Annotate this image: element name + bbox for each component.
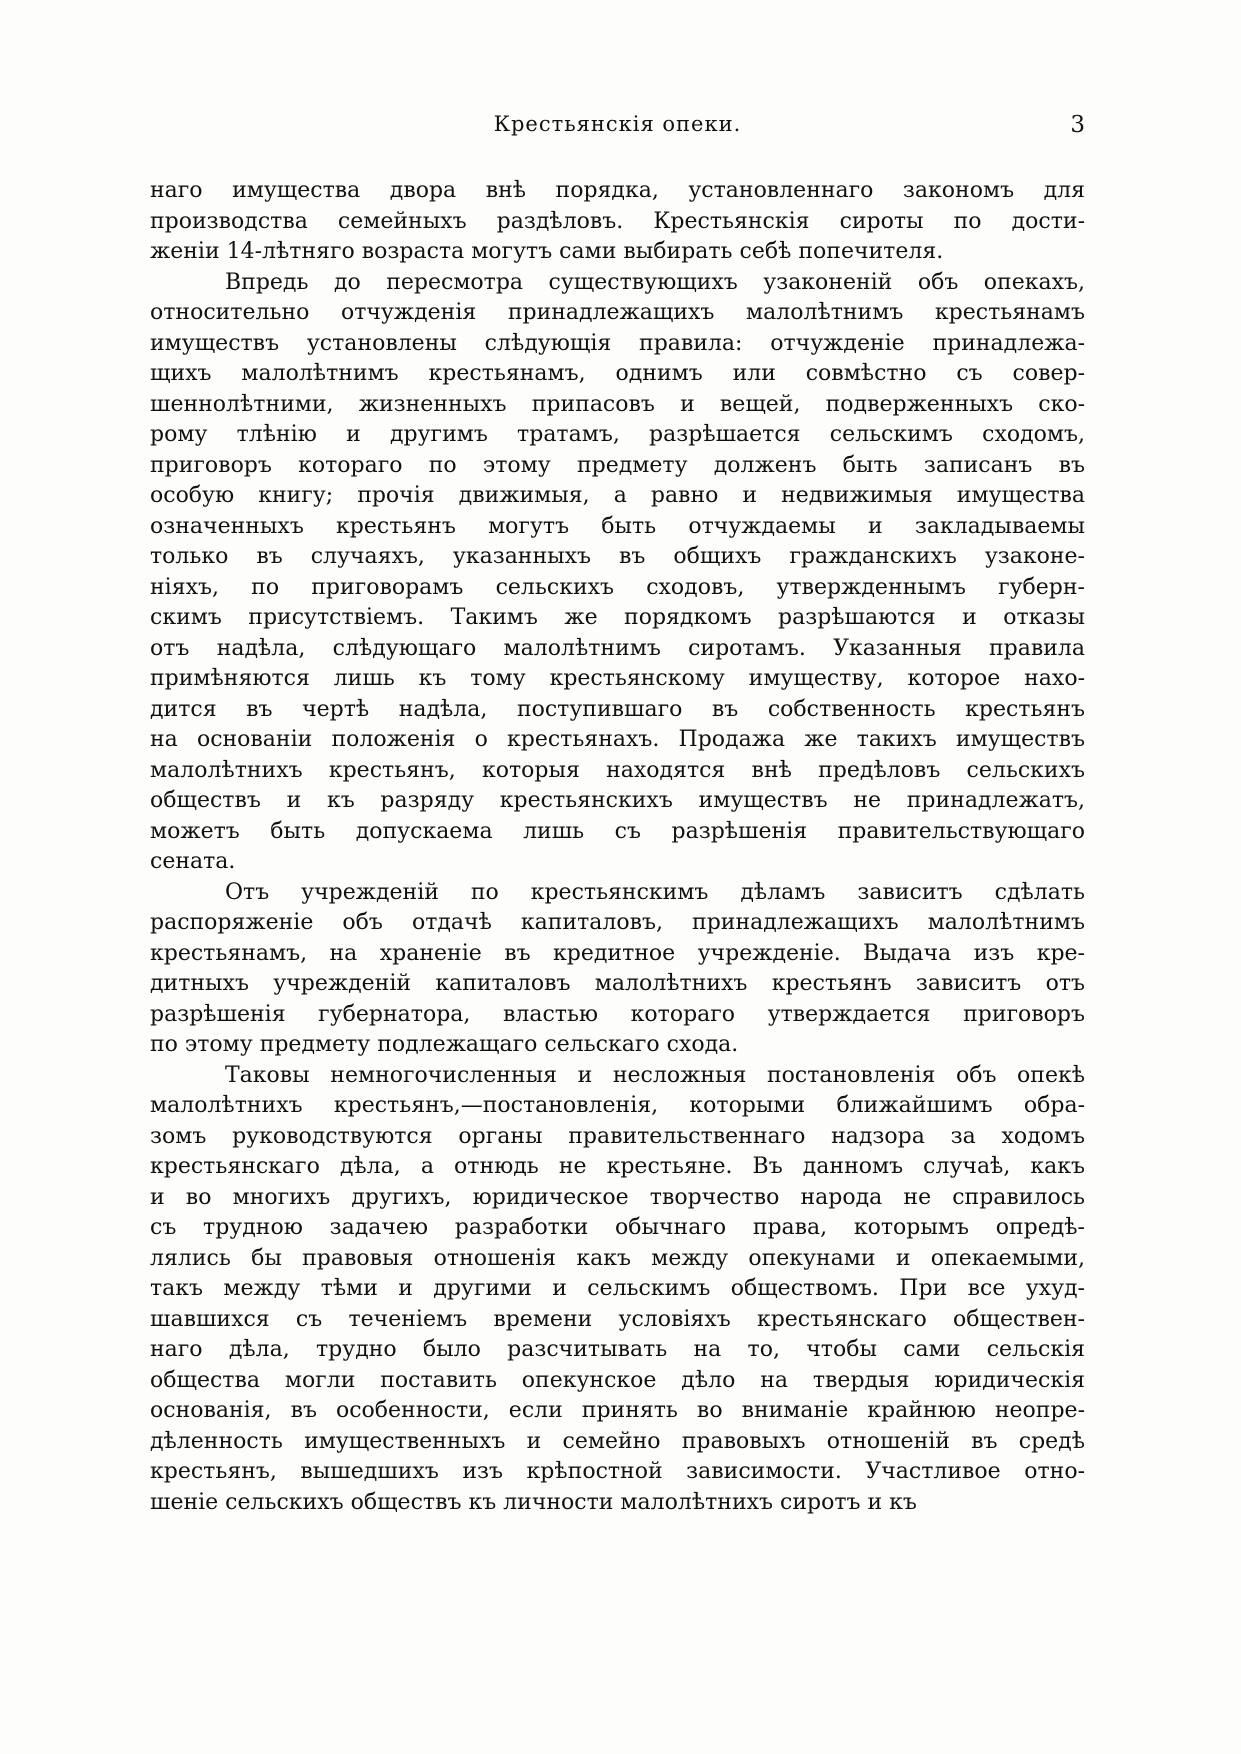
text-line: наго дѣла, трудно было разсчитывать на то, чтобы сами сельскія xyxy=(150,1337,1085,1362)
text-line: основанія, въ особенности, если принять во вниманіе крайнюю неопре- xyxy=(150,1398,1085,1423)
text-line: особую книгу; прочія движимыя, а равно и недвижимыя имущества xyxy=(150,483,1085,508)
page-header xyxy=(150,112,1085,146)
text-line: дится въ чертѣ надѣла, поступившаго въ собственность крестьянъ xyxy=(150,696,1085,722)
text-line: разрѣшенія губернатора, властью котораго утверждается приговоръ xyxy=(150,1001,1085,1027)
text-line: на основаніи положенія о крестьянахъ. Продажа же такихъ имуществъ xyxy=(150,727,1085,752)
text-line: щихъ малолѣтнимъ крестьянамъ, однимъ или совмѣстно съ совер- xyxy=(150,361,1085,386)
text-line: и во многихъ другихъ, юридическое творчество народа не справилось xyxy=(150,1184,1085,1210)
paragraph xyxy=(150,1061,1085,1519)
text-line: по этому предмету подлежащаго сельскаго схода. xyxy=(150,1032,739,1057)
text-line: шеніе сельскихъ обществъ къ личности малолѣтнихъ сиротъ и къ xyxy=(150,1489,917,1515)
text-line: лялись бы правовыя отношенія какъ между опекунами и опекаемыми, xyxy=(150,1245,1085,1271)
paragraph xyxy=(150,268,1085,878)
text-line: рому тлѣнію и другимъ тратамъ, разрѣшается сельскимъ сходомъ, xyxy=(150,422,1085,447)
text-line: отъ надѣла, слѣдующаго малолѣтнимъ сиротамъ. Указанныя правила xyxy=(150,635,1085,661)
text-line: Впредь до пересмотра существующихъ узаконеній объ опекахъ, xyxy=(225,269,1085,295)
text-line: сената. xyxy=(150,849,236,874)
text-line: женіи 14-лѣтняго возраста могутъ сами выбирать себѣ попечителя. xyxy=(150,239,944,264)
text-line: относительно отчужденія принадлежащихъ малолѣтнимъ крестьянамъ xyxy=(150,300,1085,325)
paragraph xyxy=(150,878,1085,1061)
text-line: наго имущества двора внѣ порядка, установленнаго закономъ для xyxy=(150,178,1085,203)
paragraph xyxy=(150,176,1085,268)
text-line: общества могли поставить опекунское дѣло на твердыя юридическія xyxy=(150,1367,1085,1393)
text-line: малолѣтнихъ крестьянъ,—постановленія, которыми ближайшимъ обра- xyxy=(150,1093,1085,1118)
text-line: производства семейныхъ раздѣловъ. Крестьянскія сироты по дости- xyxy=(150,208,1085,234)
text-line: Таковы немногочисленныя и несложныя постановленія объ опекѣ xyxy=(225,1062,1085,1088)
running-title: Крестьянскія опеки. xyxy=(493,112,742,136)
text-line: приговоръ котораго по этому предмету долженъ быть записанъ въ xyxy=(150,452,1085,478)
text-line: примѣняются лишь къ тому крестьянскому имуществу, которое нахо- xyxy=(150,666,1085,691)
text-line: малолѣтнихъ крестьянъ, которыя находятся внѣ предѣловъ сельскихъ xyxy=(150,757,1085,783)
text-line: ніяхъ, по приговорамъ сельскихъ сходовъ, утвержденнымъ губерн- xyxy=(150,574,1085,600)
text-line: только въ случаяхъ, указанныхъ въ общихъ гражданскихъ узаконе- xyxy=(150,544,1085,569)
text-line: Отъ учрежденій по крестьянскимъ дѣламъ зависитъ сдѣлать xyxy=(225,879,1085,905)
text-line: скимъ присутствіемъ. Такимъ же порядкомъ разрѣшаются и отказы xyxy=(150,605,1085,630)
text-line: зомъ руководствуются органы правительственнаго надзора за ходомъ xyxy=(150,1123,1085,1149)
text-line: дитныхъ учрежденій капиталовъ малолѣтнихъ крестьянъ зависитъ отъ xyxy=(150,971,1085,996)
text-line: крестьянскаго дѣла, а отнюдь не крестьяне. Въ данномъ случаѣ, какъ xyxy=(150,1154,1085,1179)
text-line: крестьянамъ, на храненіе въ кредитное учрежденіе. Выдача изъ кре- xyxy=(150,940,1085,966)
text-line: шеннолѣтними, жизненныхъ припасовъ и вещей, подверженныхъ ско- xyxy=(150,391,1085,417)
text-line: обществъ и къ разряду крестьянскихъ имуществъ не принадлежатъ, xyxy=(150,788,1085,813)
text-line: такъ между тѣми и другими и сельскимъ обществомъ. При все ухуд- xyxy=(150,1276,1085,1301)
text-line: дѣленность имущественныхъ и семейно правовыхъ отношеній въ средѣ xyxy=(150,1428,1085,1454)
text-line: имуществъ установлены слѣдующія правила: отчужденіе принадлежа- xyxy=(150,330,1085,356)
text-line: съ трудною задачею разработки обычнаго права, которымъ опредѣ- xyxy=(150,1215,1085,1240)
text-line: означенныхъ крестьянъ могутъ быть отчуждаемы и закладываемы xyxy=(150,513,1085,539)
text-line: шавшихся съ теченіемъ времени условіяхъ крестьянскаго обществен- xyxy=(150,1306,1085,1332)
body-text xyxy=(150,176,1085,1518)
text-line: распоряженіе объ отдачѣ капиталовъ, принадлежащихъ малолѣтнимъ xyxy=(150,910,1085,935)
text-line: крестьянъ, вышедшихъ изъ крѣпостной зависимости. Участливое отно- xyxy=(150,1459,1085,1484)
text-line: можетъ быть допускаема лишь съ разрѣшенія правительствующаго xyxy=(150,818,1085,844)
page-number: 3 xyxy=(1070,112,1085,138)
